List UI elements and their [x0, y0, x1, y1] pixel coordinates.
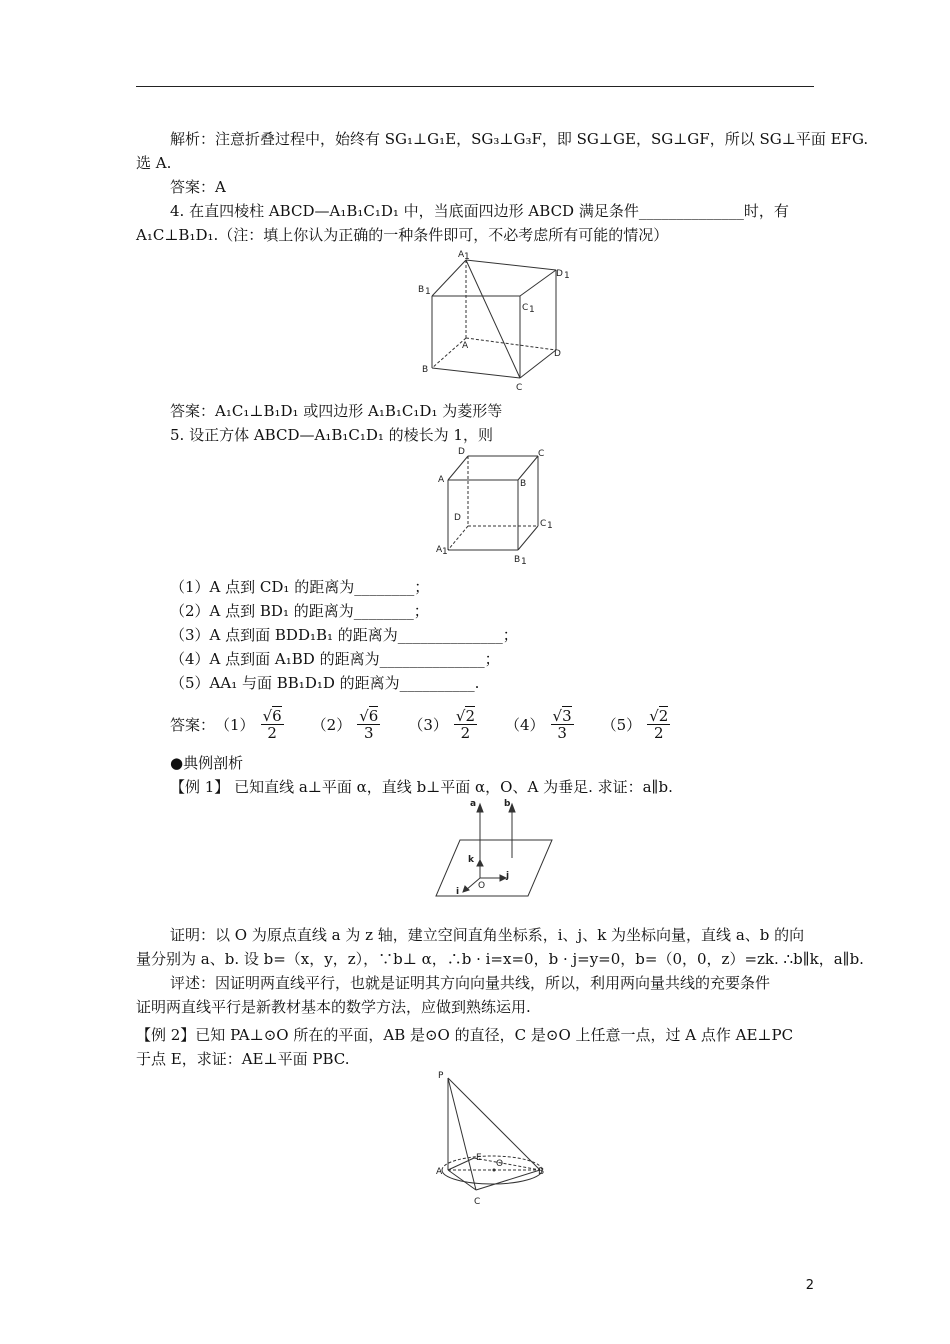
example-2-cont: 于点 E，求证：AE⊥平面 PBC. [136, 1050, 350, 1068]
fraction: $\frac{√6}{3}$ [359, 706, 379, 742]
label-j: j [506, 871, 510, 881]
problem-5: 5. 设正方体 ABCD—A₁B₁C₁D₁ 的棱长为 1，则 [170, 426, 493, 444]
fraction: $\frac{√6}{2}$ [262, 706, 282, 742]
label-a: A [436, 1167, 443, 1177]
label-c1-sub: 1 [529, 305, 535, 315]
denominator: 2 [460, 723, 471, 742]
label-b: B [520, 479, 527, 489]
label-c1: C [540, 519, 547, 529]
label-b: B [538, 1167, 545, 1177]
label-b1: B [418, 285, 425, 295]
answer-label: （4） [504, 715, 545, 734]
fraction: $\frac{√2}{2}$ [649, 706, 669, 742]
answer-item [312, 708, 387, 741]
label-d1-sub: 1 [564, 271, 570, 281]
label-o: O [478, 881, 486, 891]
example-2: 【例 2】已知 PA⊥⊙O 所在的平面，AB 是⊙O 的直径，C 是⊙O 上任意一点，过 A 点作 AE⊥PC [136, 1026, 794, 1044]
label-c: C [516, 383, 523, 392]
comment-line-1: 评述：因证明两直线平行，也就是证明其方向向量共线，所以，利用两向量共线的充要条件 [170, 974, 771, 992]
numerator: 2 [465, 706, 475, 725]
label-a1: A [436, 545, 443, 555]
label-b1-sub: 1 [425, 287, 431, 297]
page-number: 2 [805, 1278, 814, 1293]
fraction: $\frac{√2}{2}$ [455, 706, 475, 742]
answer-item [408, 708, 483, 741]
comment-line-2: 证明两直线平行是新教材基本的数学方法，应做到熟练运用. [136, 998, 531, 1016]
label-b1-sub: 1 [521, 557, 527, 566]
answer-prefix: 答案： [170, 715, 216, 734]
numerator: 6 [368, 706, 379, 725]
label-c: C [538, 449, 545, 459]
plane-figure [430, 796, 556, 900]
answer-label: （2） [311, 715, 352, 734]
analysis-text: 解析：注意折叠过程中，始终有 SG₁⊥G₁E，SG₃⊥G₃F，即 SG⊥GE，SG⊥GF，所以 SG⊥平面 EFG. [170, 130, 869, 148]
header-rule [136, 86, 814, 87]
analysis-conclusion: 选 A. [136, 154, 172, 172]
denominator: 3 [364, 723, 374, 742]
label-e: E [476, 1153, 482, 1163]
label-c1: C [522, 303, 529, 313]
label-p: P [438, 1071, 444, 1081]
label-d: D [458, 447, 465, 457]
denominator: 2 [653, 723, 664, 742]
label-b: b [504, 799, 511, 809]
label-c1-sub: 1 [547, 521, 553, 531]
label-d1: D [454, 513, 461, 523]
answer-5-row [170, 700, 698, 748]
answer-label: （1） [215, 715, 255, 734]
label-o: O [496, 1159, 504, 1169]
proof-line-2: 量分别为 a、b. 设 b=（x，y，z），∵b⊥ α，∴b · i=x=0，b · j=y=0，b=（0，0，z）=zk. ∴b∥k，a∥b. [136, 950, 864, 968]
answer-label: （5） [601, 715, 642, 734]
label-c: C [474, 1197, 481, 1207]
numerator: 2 [658, 706, 669, 725]
label-a1-sub: 1 [464, 252, 470, 262]
label-d1: D [556, 269, 563, 279]
numerator: 3 [562, 706, 572, 725]
answer-3: 答案：A [170, 178, 226, 196]
label-k: k [468, 855, 474, 865]
example-1: 【例 1】 已知直线 a⊥平面 α，直线 b⊥平面 α，O、A 为垂足. 求证：a∥b. [170, 778, 673, 796]
circle-figure [428, 1066, 552, 1212]
denominator: 3 [557, 723, 567, 742]
label-a: A [438, 475, 445, 485]
problem-4: 4. 在直四棱柱 ABCD—A₁B₁C₁D₁ 中，当底面四边形 ABCD 满足条件______________时，有 [170, 202, 789, 220]
answer-item [215, 708, 290, 741]
denominator: 2 [267, 723, 277, 742]
cube-figure [428, 444, 558, 566]
answer-4: 答案：A₁C₁⊥B₁D₁ 或四边形 A₁B₁C₁D₁ 为菱形等 [170, 402, 503, 420]
question-2: （2）A 点到 BD₁ 的距离为________； [170, 602, 429, 620]
answer-label: （3） [408, 715, 448, 734]
question-1: （1）A 点到 CD₁ 的距离为________； [170, 578, 430, 596]
problem-4-cont: A₁C⊥B₁D₁.（注：填上你认为正确的一种条件即可，不必考虑所有可能的情况） [136, 226, 669, 244]
numerator: 6 [272, 706, 282, 725]
question-5: （5）AA₁ 与面 BB₁D₁D 的距离为__________. [170, 674, 480, 692]
question-4: （4）A 点到面 A₁BD 的距离为______________； [170, 650, 500, 668]
fraction: $\frac{√3}{3}$ [552, 706, 572, 742]
label-i: i [456, 887, 460, 897]
label-b: B [422, 365, 429, 375]
label-a1-sub: 1 [442, 547, 448, 557]
label-b1: B [514, 555, 521, 565]
prism-figure [410, 246, 570, 392]
label-a: A [462, 341, 469, 351]
proof-line-1: 证明：以 O 为原点直线 a 为 z 轴，建立空间直角坐标系，i、j、k 为坐标向量，直线 a、b 的向 [170, 926, 805, 944]
answer-item [505, 708, 580, 741]
question-3: （3）A 点到面 BDD₁B₁ 的距离为______________； [170, 626, 518, 644]
section-heading: ●典例剖析 [170, 754, 244, 772]
answer-item [602, 708, 677, 741]
label-a1: A [458, 250, 465, 260]
label-d: D [554, 349, 561, 359]
label-a: a [470, 799, 477, 809]
